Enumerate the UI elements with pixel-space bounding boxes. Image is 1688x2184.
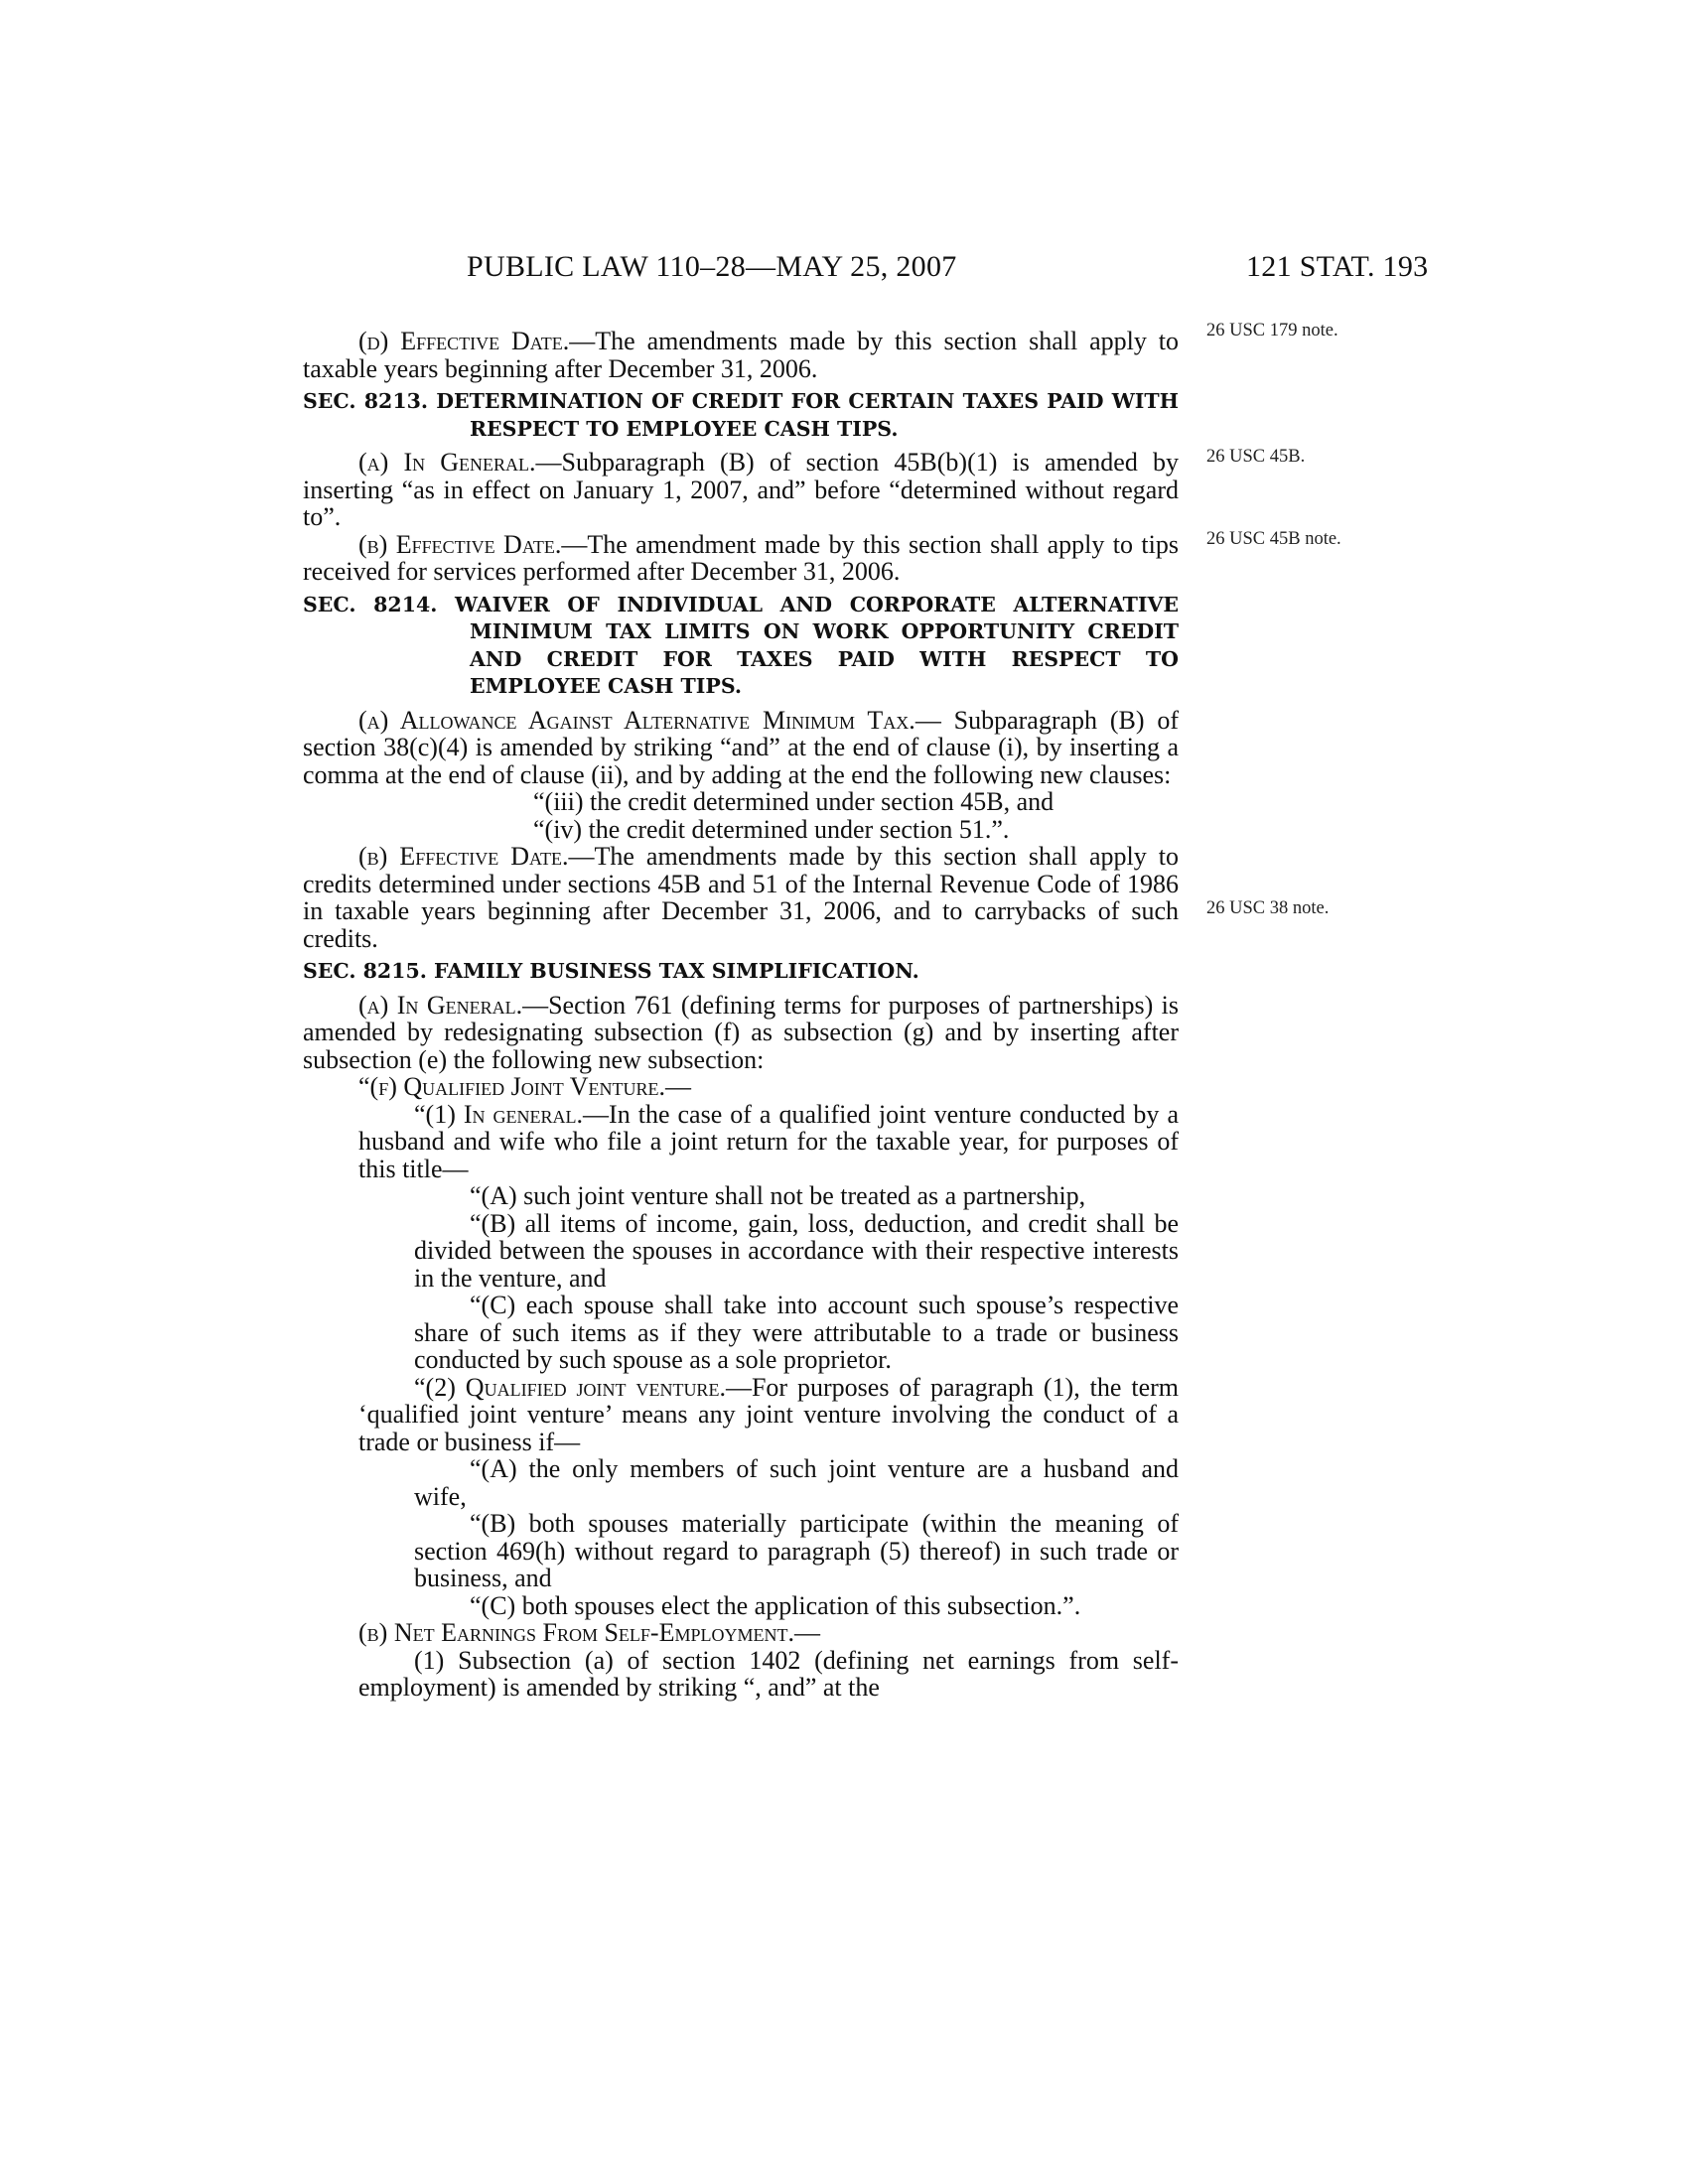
- paragraph-text: —The amendments made by this section shall apply to credits determined under sections 45B and 51 of the Internal Revenue Code of 1986 in taxable years beginning after December 31, 2006, and to carrybacks of such credits.: [303, 842, 1179, 953]
- section-heading-8213: SEC. 8213. DETERMINATION OF CREDIT FOR CERTAIN TAXES PAID WITH RESPECT TO EMPLOYEE CASH TIPS.: [303, 389, 1179, 441]
- running-header-title: PUBLIC LAW 110–28—MAY 25, 2007: [467, 250, 957, 283]
- section-heading-8214: SEC. 8214. WAIVER OF INDIVIDUAL AND CORPORATE ALTERNATIVE MINIMUM TAX LIMITS ON WORK OPPORTUNITY CREDIT AND CREDIT FOR TAXES PAID WITH RESPECT TO EMPLOYEE CASH TIPS.: [303, 592, 1179, 698]
- heading-inline: “(2) Qualified joint venture.: [414, 1372, 726, 1402]
- paragraph-8213-b: [303, 531, 1179, 586]
- paragraph-text: —For purposes of paragraph (1), the term ‘qualified joint venture’ means any joint venture involving the conduct of a trade or business if—: [358, 1372, 1180, 1456]
- heading-inline: (b) Effective Date.: [358, 842, 569, 871]
- margin-note-38: 26 USC 38 note.: [1206, 898, 1330, 918]
- paragraph-d-effective-date: [303, 328, 1179, 382]
- margin-note-45b: 26 USC 45B.: [1206, 447, 1306, 467]
- subparagraph-f2B: “(B) both spouses materially participate (within the meaning of section 469(h) without regard to paragraph (5) thereof) in such trade or business, and: [414, 1509, 1179, 1592]
- subparagraph-f2C: “(C) both spouses elect the application of this subsection.”.: [470, 1590, 1081, 1620]
- heading-inline: (b) Net Earnings From Self-Employment.—: [358, 1618, 820, 1647]
- heading-inline: (b) Effective Date.: [358, 529, 562, 559]
- paragraph-8215-b-heading: [303, 1619, 1179, 1647]
- paragraph-text: —Section 761 (defining terms for purposes of partnerships) is amended by redesignating subsection (f) as subsection (g) and by inserting after subsection (e) the following new subsection:: [303, 990, 1180, 1074]
- paragraph-f1: [303, 1101, 1179, 1183]
- clause-iii: “(iii) the credit determined under section 45B, and: [533, 787, 1055, 816]
- paragraph-8214-b: [303, 843, 1179, 952]
- paragraph-text: —The amendments made by this section shall apply to taxable years beginning after December 31, 2006.: [303, 327, 1179, 383]
- document-body: [303, 328, 1179, 1702]
- paragraph-8215-b1: (1) Subsection (a) of section 1402 (defining net earnings from self-employment) is amended by striking “, and” at the: [358, 1645, 1179, 1702]
- subparagraph-f1C: “(C) each spouse shall take into account such spouse’s respective share of such items as if they were attributable to a trade or business conducted by such spouse as a sole proprietor.: [414, 1291, 1179, 1374]
- margin-note-45b-note: 26 USC 45B note.: [1206, 529, 1341, 549]
- paragraph-8215-a: [303, 992, 1179, 1074]
- subparagraph-f1B: “(B) all items of income, gain, loss, deduction, and credit shall be divided between the spouses in accordance with their respective interests in the venture, and: [414, 1208, 1179, 1293]
- heading-inline: “(1) In general.: [414, 1099, 584, 1129]
- subparagraph-f1A: “(A) such joint venture shall not be treated as a partnership,: [470, 1181, 1086, 1210]
- paragraph-f2: [303, 1374, 1179, 1456]
- subsection-f-heading: [303, 1073, 1179, 1101]
- paragraph-8213-a: [303, 449, 1179, 531]
- paragraph-8214-a: [303, 707, 1179, 789]
- paragraph-text: —In the case of a qualified joint venture conducted by a husband and wife who file a joint return for the taxable year, for purposes of this title—: [358, 1099, 1179, 1183]
- heading-inline: (d) Effective Date.: [358, 327, 570, 355]
- margin-note-179: 26 USC 179 note.: [1206, 321, 1338, 341]
- running-header-stat: 121 STAT. 193: [1246, 250, 1429, 283]
- paragraph-text: — Subparagraph (B) of section 38(c)(4) is amended by striking “and” at the end of clause (i), by inserting a comma at the end of clause (ii), and by adding at the end the following new clauses:: [303, 705, 1180, 789]
- paragraph-text: —Subparagraph (B) of section 45B(b)(1) is amended by inserting “as in effect on January 1, 2007, and” before “determined without regard to”.: [303, 448, 1179, 531]
- heading-inline: (a) Allowance Against Alternative Minimum Tax.: [358, 705, 915, 735]
- clause-iv: “(iv) the credit determined under section 51.”.: [533, 814, 1010, 844]
- section-heading-8215: SEC. 8215. FAMILY BUSINESS TAX SIMPLIFICATION.: [303, 959, 919, 983]
- paragraph-text: —The amendment made by this section shall apply to tips received for services performed after December 31, 2006.: [303, 529, 1179, 586]
- subparagraph-f2A: “(A) the only members of such joint venture are a husband and wife,: [414, 1454, 1179, 1511]
- heading-inline: (a) In General.: [358, 448, 536, 477]
- heading-inline: (a) In General.: [358, 990, 523, 1020]
- heading-inline: “(f) Qualified Joint Venture.—: [358, 1072, 692, 1101]
